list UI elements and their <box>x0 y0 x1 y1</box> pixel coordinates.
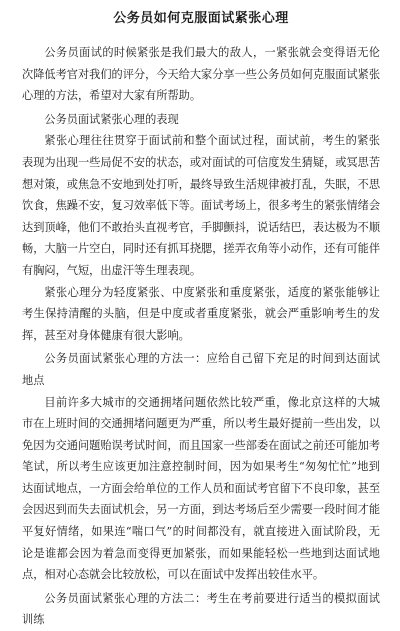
tension-levels-paragraph: 紧张心理分为轻度紧张、中度紧张和重度紧张，适度的紧张能够让考生保持清醒的头脑，但是中度或者重度紧张，就会严重影响考生的发挥，甚至对身体健康有很大影响。 <box>22 285 380 342</box>
intro-paragraph: 公务员面试的时候紧张是我们最大的敌人，一紧张就会变得语无伦次降低考官对我们的评分，今天给大家分享一些公务员如何克服面试紧张心理的方法，希望对大家有所帮助。 <box>22 46 381 103</box>
section-heading-symptoms: 公务员面试紧张心理的表现 <box>44 112 179 126</box>
section-heading-method-two: 公务员面试紧张心理的方法二：考生在考前要进行适当的模拟面试训练 <box>22 591 380 627</box>
document-title: 公务员如何克服面试紧张心理 <box>113 11 289 26</box>
symptoms-paragraph: 紧张心理往往贯穿于面试前和整个面试过程，面试前，考生的紧张表现为出现一些局促不安的状态，或对面试的可信度发生猜疑，或冥思苦想对策，或焦急不安地到处打听，最终导致生活规律被打乱，失眠，不思饮食，焦躁不安，复习效率低下等。面试考场上，很多考生的紧张情绪会达到顶峰，他们不敢抬头直视考官，手脚颤抖，说话结巴，表达极为不顺畅，大脑一片空白，同时还有抓耳挠腮，搓弄衣角等小动作，还有可能伴有胸闷，气短，出虚汗等生理表现。 <box>22 134 381 277</box>
section-heading-method-one: 公务员面试紧张心理的方法一：应给自己留下充足的时间到达面试地点 <box>22 352 380 387</box>
method-one-paragraph: 目前许多大城市的交通拥堵问题依然比较严重，像北京这样的大城市在上班时间的交通拥堵问题更为严重，所以考生最好提前一些出发，以免因为交通问题贻误考试时间，而且国家一些部委在面试之前还可能加考笔试，所以考生应该更加注意控制时间，因为如果考生“匆匆忙忙”地到达面试地点，一方面会给单位的工作人员和面试考官留下不良印象，甚至会因迟到而失去面试机会，另一方面，到达考场后至少需要一段时间才能平复好情绪，如果连“喘口气”的时间都没有，就直接进入面试阶段，无论是谁都会因为着急而变得更加紧张，而如果能轻松一些地到达面试地点，相对心态就会比较放松，可以在面试中发挥出较佳水平。 <box>22 395 381 582</box>
